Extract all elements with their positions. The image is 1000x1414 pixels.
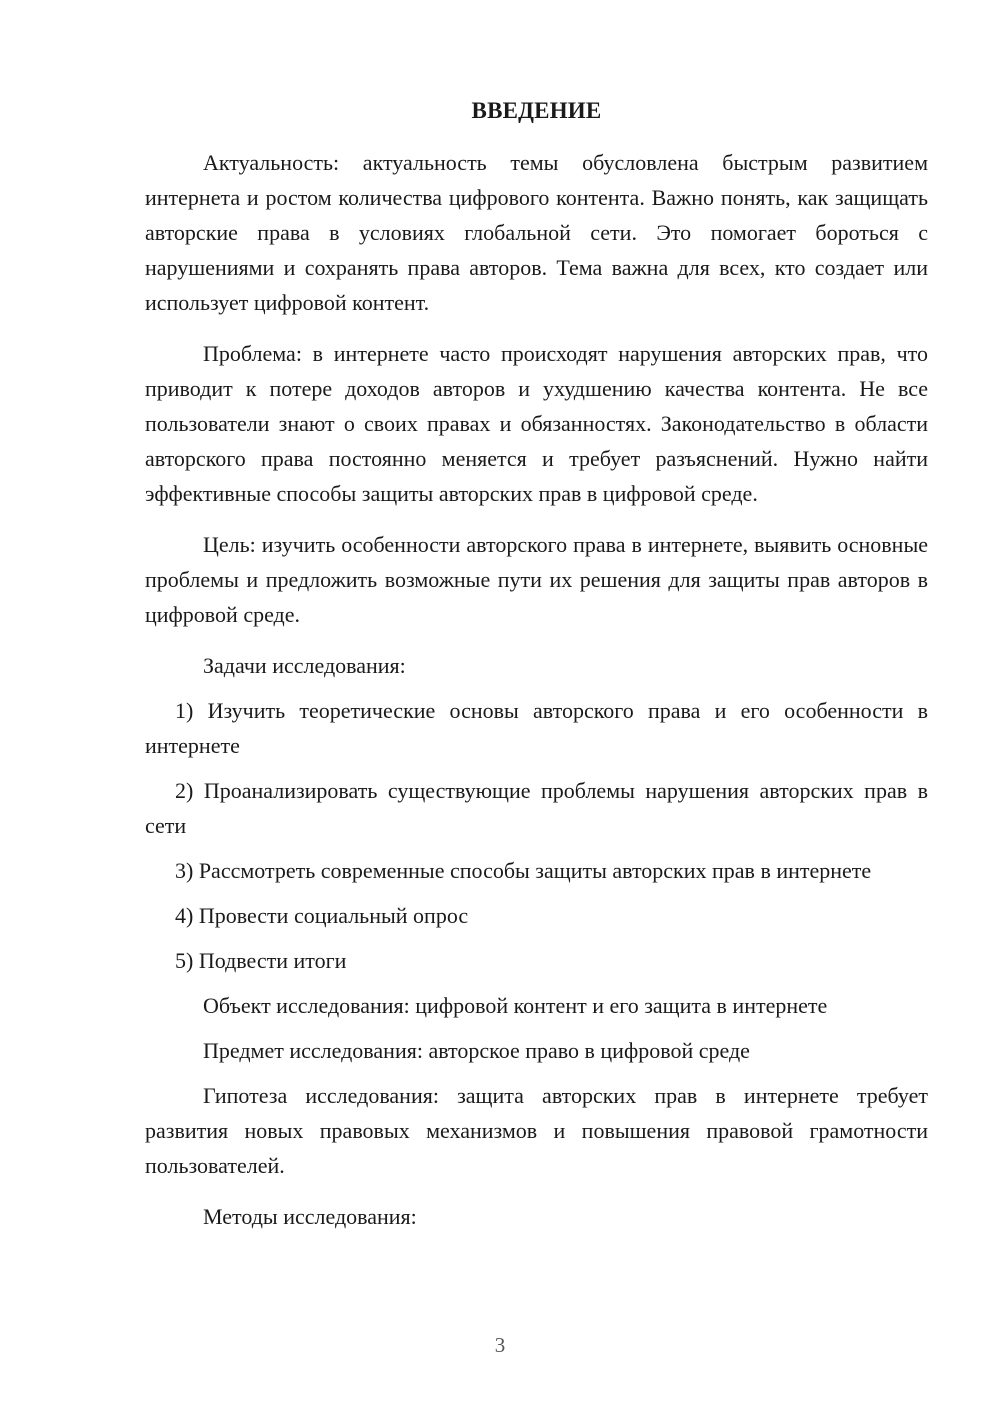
task-item: 2) Проанализировать существующие проблемы нарушения авторских прав в сети (145, 778, 928, 838)
methods-heading: Методы исследования: (203, 1204, 417, 1229)
research-subject: Предмет исследования: авторское право в цифровой среде (203, 1038, 750, 1063)
relevance-paragraph: Актуальность: актуальность темы обусловлена быстрым развитием интернета и ростом количества цифрового контента. Важно понять, как защищать авторские права в условиях глобальной сети. Это помогает бороться с нарушениями и сохранять права авторов. Тема важна для всех, кто создает или использует цифровой контент. (145, 150, 928, 315)
task-item: 4) Провести социальный опрос (175, 903, 469, 928)
hypothesis-paragraph: Гипотеза исследования: защита авторских прав в интернете требует развития новых правовых механизмов и повышения правовой грамотности пользователей. (145, 1083, 928, 1178)
section-title: ВВЕДЕНИЕ (471, 98, 602, 123)
task-item: 5) Подвести итоги (175, 948, 347, 973)
goal-paragraph: Цель: изучить особенности авторского права в интернете, выявить основные проблемы и предложить возможные пути их решения для защиты прав авторов в цифровой среде. (145, 532, 928, 627)
task-item: 3) Рассмотреть современные способы защиты авторских прав в интернете (175, 858, 872, 883)
task-item: 1) Изучить теоретические основы авторского права и его особенности в интернете (145, 698, 928, 758)
problem-paragraph: Проблема: в интернете часто происходят нарушения авторских прав, что приводит к потере доходов авторов и ухудшению качества контента. Не все пользователи знают о своих правах и обязанностях. Законодательство в области авторского права постоянно меняется и требует разъяснений. Нужно найти эффективные способы защиты авторских прав в цифровой среде. (145, 341, 928, 506)
page-number: 3 (494, 1333, 506, 1357)
research-object: Объект исследования: цифровой контент и его защита в интернете (203, 993, 828, 1018)
document-page (145, 96, 928, 1244)
tasks-heading: Задачи исследования: (203, 653, 406, 678)
